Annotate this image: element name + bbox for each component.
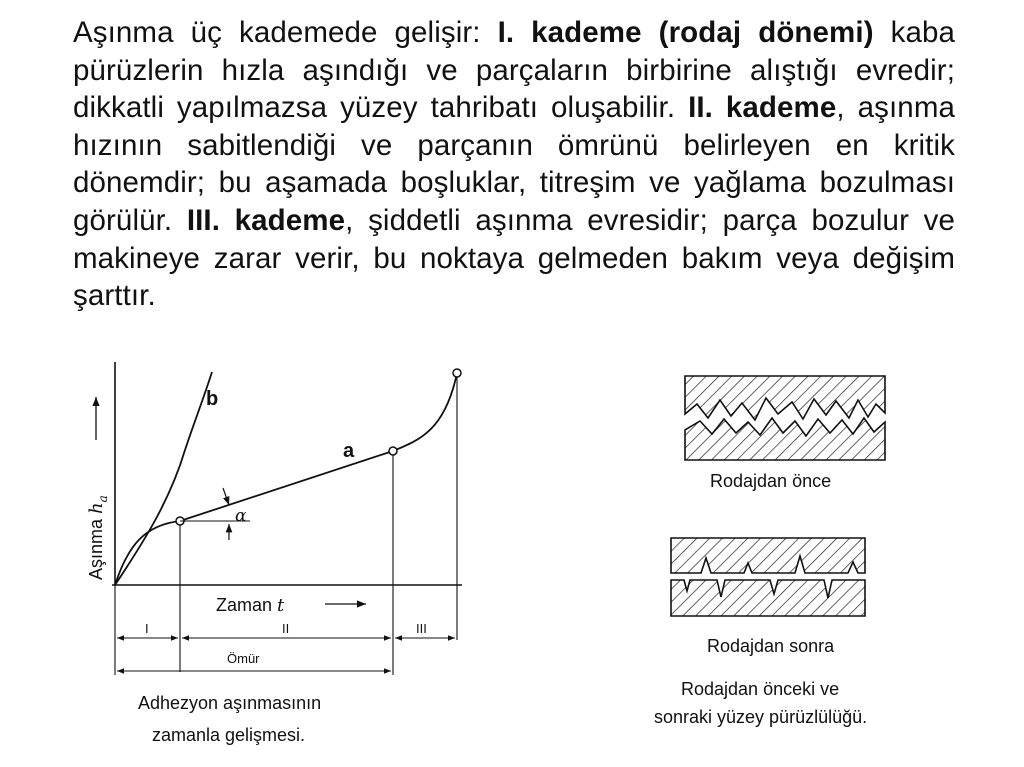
surface-after-illustration	[671, 538, 865, 656]
surface-caption-line-2: sonraki yüzey pürüzlülüğü.	[654, 707, 868, 727]
text-stage-1-heading: I. kademe (rodaj dönemi)	[497, 16, 874, 49]
point-stage-3-end	[453, 369, 461, 377]
text-stage-2-heading: II. kademe	[688, 91, 837, 125]
stage-3-label: III	[416, 621, 427, 636]
text-intro: Aşınma üç kademede gelişir:	[73, 16, 498, 49]
graph-caption-line-1: Adhezyon aşınmasının	[138, 693, 322, 713]
text-stage-1-body: kaba pürüzlerin hızla aşındığı ve parçaların birbirine alıştığı evredir; dikkatli yapılmazsa yüzey tahribatı oluşabilir.	[73, 16, 955, 125]
surface-before-top-part	[685, 376, 885, 420]
wear-graph	[86, 362, 462, 745]
text-stage-3-heading: III. kademe	[186, 203, 346, 237]
surface-before-bottom-part	[685, 418, 885, 460]
surface-before-illustration	[685, 376, 885, 491]
life-label: Ömür	[227, 651, 260, 666]
curve-a-label: a	[343, 440, 355, 462]
curve-b-label: b	[206, 388, 219, 410]
surface-caption-line-1: Rodajdan önceki ve	[681, 679, 840, 699]
surface-before-label: Rodajdan önce	[710, 471, 832, 491]
angle-arrow-top	[223, 488, 229, 505]
surface-after-bottom-part	[671, 580, 865, 616]
y-axis-label: Aşınma $h_a$	[86, 495, 110, 580]
text-stage-2-body: , aşınma hızının sabitlendiği ve parçanın ömrünü belirleyen en kritik dönemdir; bu aşamada boşluklar, titreşim ve yağlama bozulması görülür.	[73, 91, 955, 237]
surface-after-top-part	[671, 538, 865, 573]
graph-caption-line-2: zamanla gelişmesi.	[152, 725, 306, 745]
angle-label: α	[235, 506, 247, 526]
stage-1-label: I	[145, 621, 149, 636]
stage-2-label: II	[282, 621, 290, 636]
curve-a	[115, 373, 457, 585]
text-stage-3-body: , şiddetli aşınma evresidir; parça bozulur ve makineye zarar verir, bu noktaya gelmeden bakım veya değişim şarttır.	[73, 203, 955, 313]
surface-after-label: Rodajdan sonra	[707, 636, 835, 656]
point-stage-2-end	[389, 447, 397, 455]
x-axis-label: Zaman t	[216, 595, 285, 616]
